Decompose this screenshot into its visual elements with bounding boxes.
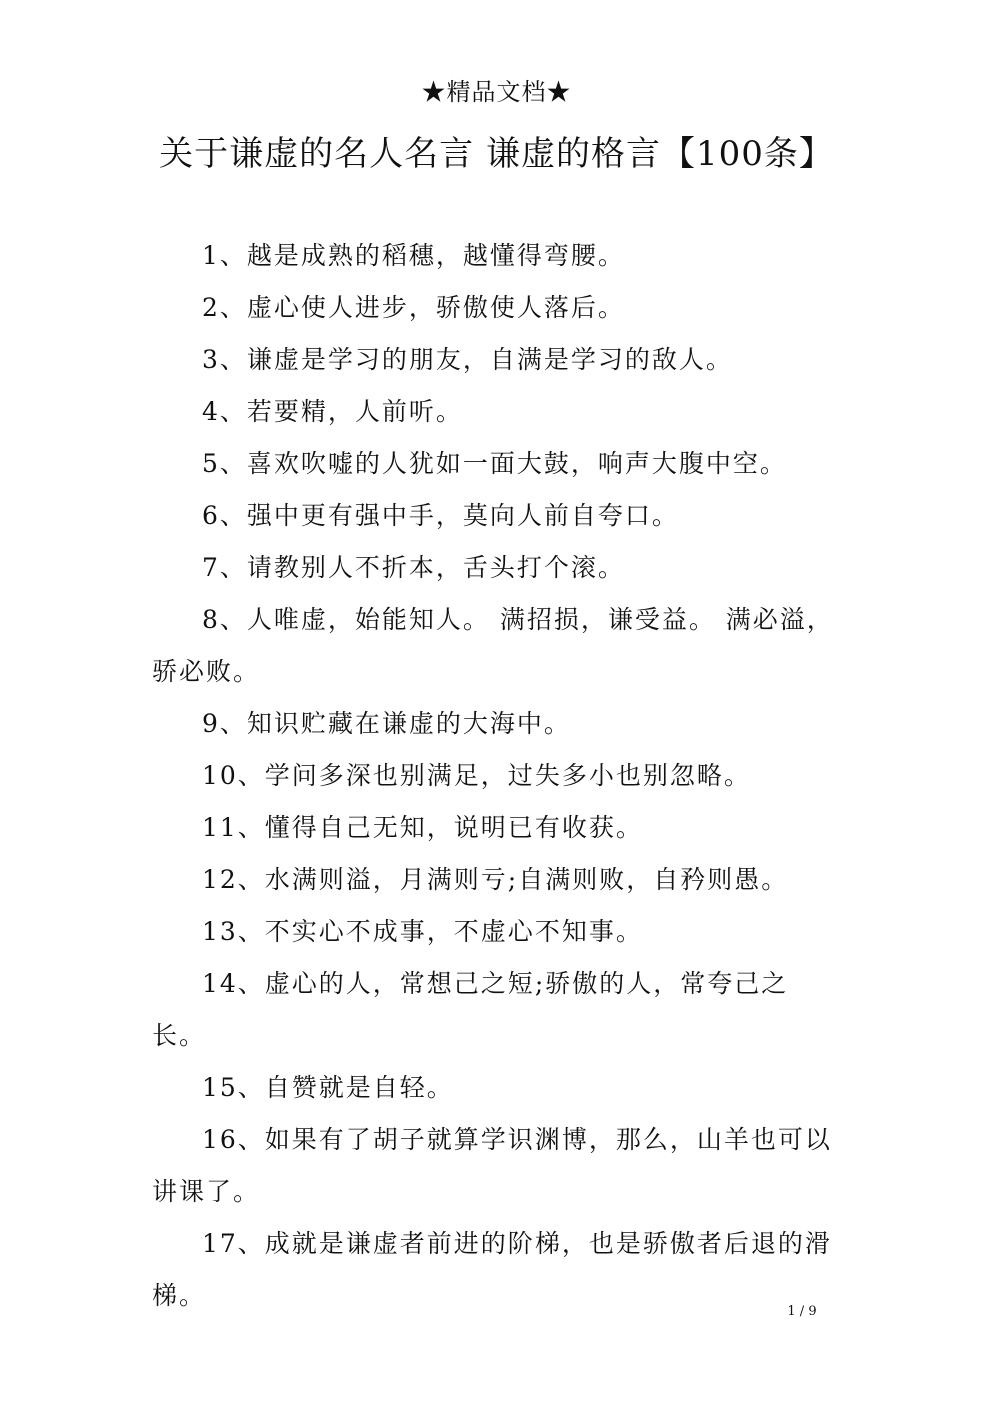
quote-item: 14、虚心的人，常想己之短;骄傲的人，常夸己之长。	[152, 969, 789, 1050]
quote-item: 1、越是成熟的稻穗，越懂得弯腰。	[202, 241, 625, 270]
quote-item: 17、成就是谦虚者前进的阶梯，也是骄傲者后退的滑梯。	[152, 1229, 832, 1310]
quote-item: 6、强中更有强中手，莫向人前自夸口。	[202, 501, 679, 530]
quote-item: 15、自赞就是自轻。	[202, 1073, 454, 1102]
quote-item: 11、懂得自己无知，说明已有收获。	[202, 813, 643, 842]
quote-item: 10、学问多深也别满足，过失多小也别忽略。	[202, 761, 751, 790]
page-number: 1 / 9	[787, 1304, 817, 1319]
quote-item: 4、若要精，人前听。	[202, 397, 463, 426]
document-title: 关于谦虚的名人名言 谦虚的格言【100条】	[159, 134, 834, 174]
quote-item: 5、喜欢吹嘘的人犹如一面大鼓，响声大腹中空。	[202, 449, 787, 478]
quote-item: 13、不实心不成事，不虚心不知事。	[202, 917, 643, 946]
quote-item: 9、知识贮藏在谦虚的大海中。	[202, 709, 571, 738]
quote-list	[152, 230, 842, 1322]
quote-item: 16、如果有了胡子就算学识渊博，那么，山羊也可以讲课了。	[152, 1125, 832, 1206]
document-header: ★精品文档★	[421, 78, 572, 106]
quote-item: 7、请教别人不折本，舌头打个滚。	[202, 553, 625, 582]
quote-item: 3、谦虚是学习的朋友，自满是学习的敌人。	[202, 345, 733, 374]
quote-item: 12、水满则溢，月满则亏;自满则败，自矜则愚。	[202, 865, 789, 894]
quote-item: 2、虚心使人进步，骄傲使人落后。	[202, 293, 625, 322]
quote-item: 8、人唯虚，始能知人。 满招损，谦受益。 满必溢，骄必败。	[152, 605, 834, 686]
